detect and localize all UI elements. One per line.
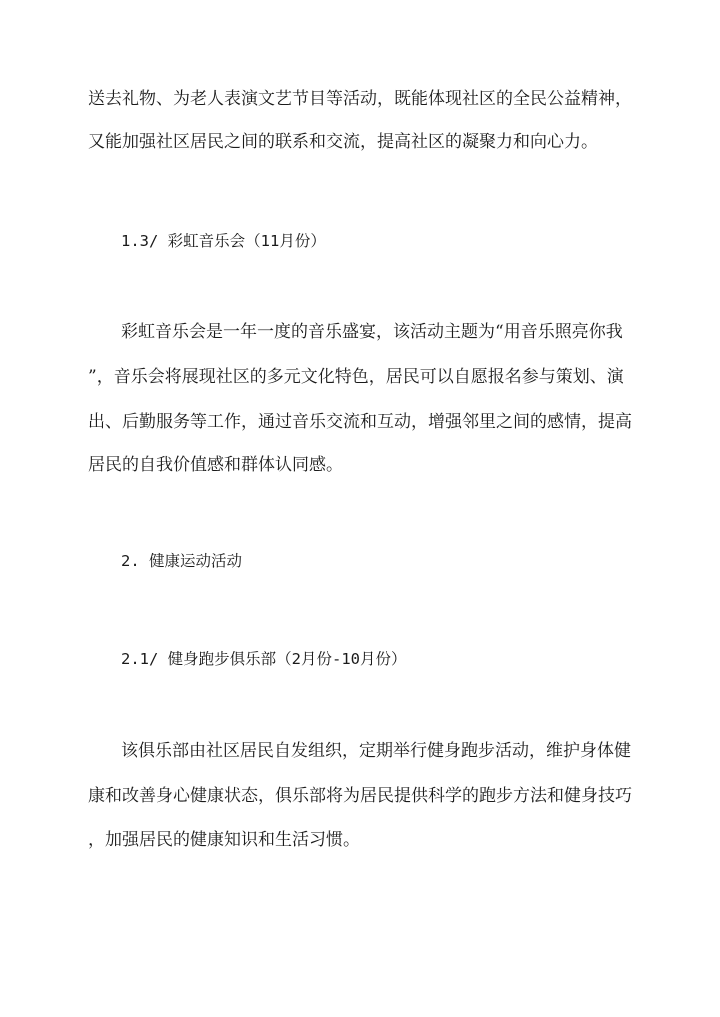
- section-heading-2-1: 2.1/ 健身跑步俱乐部（2月份-10月份）: [121, 650, 407, 668]
- section-heading-2: 2. 健康运动活动: [121, 552, 242, 570]
- paragraph-line: 该俱乐部由社区居民自发组织，定期举行健身跑步活动，维护身体健: [121, 741, 631, 761]
- paragraph-line: 送去礼物、为老人表演文艺节目等活动，既能体现社区的全民公益精神，: [88, 89, 632, 109]
- paragraph-line: 出、后勤服务等工作，通过音乐交流和互动，增强邻里之间的感情，提高: [88, 412, 632, 432]
- paragraph-line: 康和改善身心健康状态，俱乐部将为居民提供科学的跑步方法和健身技巧: [88, 786, 632, 806]
- paragraph-line: ，加强居民的健康知识和生活习惯。: [88, 830, 360, 850]
- section-heading-1-3: 1.3/ 彩虹音乐会（11月份）: [121, 232, 326, 250]
- paragraph-line: 彩虹音乐会是一年一度的音乐盛宴，该活动主题为“用音乐照亮你我: [121, 322, 623, 342]
- paragraph-line: 居民的自我价值感和群体认同感。: [88, 455, 343, 475]
- paragraph-line: 又能加强社区居民之间的联系和交流，提高社区的凝聚力和向心力。: [88, 132, 598, 152]
- paragraph-line: ”，音乐会将展现社区的多元文化特色，居民可以自愿报名参与策划、演: [88, 367, 624, 387]
